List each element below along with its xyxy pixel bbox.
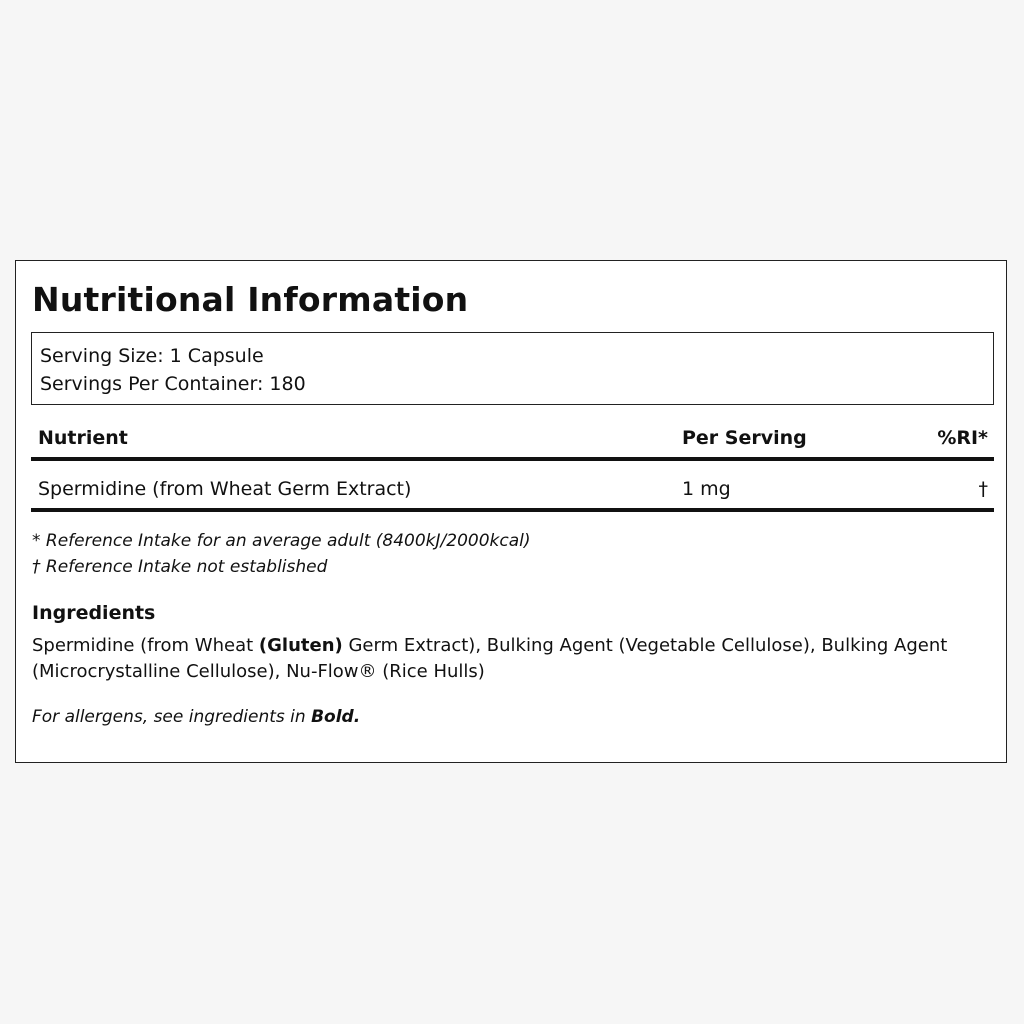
ingredients-text-start: Spermidine (from Wheat: [32, 635, 259, 656]
footnote-reference-intake: * Reference Intake for an average adult (8400kJ/2000kcal): [32, 531, 531, 551]
servings-per-container: Servings Per Container: 180: [40, 373, 306, 395]
allergen-note-text: For allergens, see ingredients in: [32, 707, 312, 727]
serving-size: Serving Size: 1 Capsule: [40, 345, 264, 367]
footnotes: [32, 528, 531, 580]
nutrient-name: Spermidine (from Wheat Germ Extract): [38, 478, 412, 500]
nutrient-ri: †: [978, 478, 988, 500]
header-per-serving: Per Serving: [682, 427, 807, 449]
ingredients-heading: Ingredients: [32, 602, 156, 624]
ingredients-text-end: Germ Extract), Bulking Agent (Vegetable Cellulose), Bulking Agent (Microcrystalline Cellulose), Nu-Flow® (Rice Hulls): [32, 635, 948, 682]
allergen-note-bold: Bold.: [311, 707, 361, 727]
table-bottom-divider: [31, 508, 994, 512]
serving-info-box: [31, 332, 994, 405]
panel-title: Nutritional Information: [32, 280, 469, 319]
nutrition-panel: [15, 260, 1007, 763]
table-row: [31, 472, 994, 506]
ingredients-text: [32, 633, 972, 685]
allergen-note: [32, 704, 360, 730]
header-divider: [31, 457, 994, 461]
header-nutrient: Nutrient: [38, 427, 128, 449]
allergen-highlight: (Gluten): [258, 635, 343, 656]
footnote-not-established: † Reference Intake not established: [32, 557, 328, 577]
header-ri: %RI*: [937, 427, 988, 449]
nutrient-amount: 1 mg: [682, 478, 731, 500]
table-header-row: [31, 421, 994, 455]
